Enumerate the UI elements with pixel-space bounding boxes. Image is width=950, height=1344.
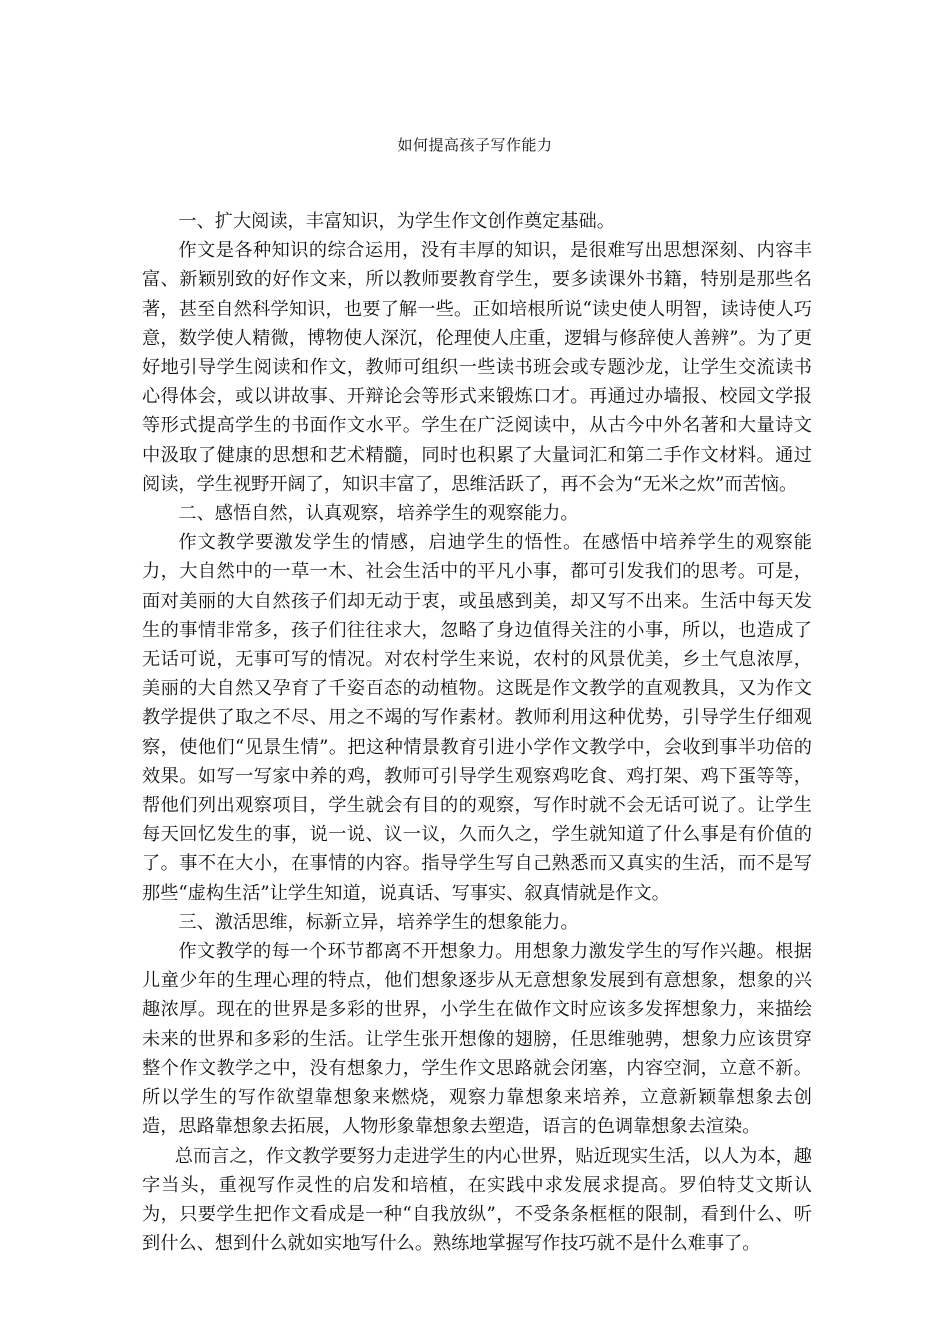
conclusion-paragraph: 总而言之，作文教学要努力走进学生的内心世界，贴近现实生活，以人为本，趣字当头，重视写作灵性的启发和培植，在实践中求发展求提高。罗伯特艾文斯认为，只要学生把作文看成是一种“自我放纵”，不受条条框框的限制，看到什么、听到什么、想到什么就如实地写什么。熟练地掌握写作技巧就不是什么难事了。 xyxy=(142,1145,812,1255)
section-heading-1: 一、扩大阅读，丰富知识，为学生作文创作奠定基础。 xyxy=(178,211,615,232)
section-heading-3: 三、激活思维，标新立异，培养学生的想象能力。 xyxy=(178,911,579,933)
paragraph-2: 作文教学要激发学生的情感，启迪学生的悟性。在感悟中培养学生的观察能力，大自然中的一草一木、社会生活中的平凡小事，都可引发我们的思考。可是，面对美丽的大自然孩子们却无动于衷，或虽感到美，却又写不出来。生活中每天发生的事情非常多，孩子们往往求大，忽略了身边值得关注的小事，所以，也造成了无话可说，无事可写的情况。对农村学生来说，农村的风景优美，乡土气息浓厚，美丽的大自然又孕育了千姿百态的动植物。这既是作文教学的直观教具，又为作文教学提供了取之不尽、用之不竭的写作素材。教师利用这种优势，引导学生仔细观察，使他们“见景生情”。把这种情景教育引进小学作文教学中，会收到事半功倍的效果。如写一写家中养的鸡，教师可引导学生观察鸡吃食、鸡打架、鸡下蛋等等，帮他们列出观察项目，学生就会有目的的观察，写作时就不会无话可说了。让学生每天回忆发生的事，说一说、议一议，久而久之，学生就知道了什么事是有价值的了。事不在大小，在事情的内容。指导学生写自己熟悉而又真实的生活，而不是写那些“虚构生活”让学生知道，说真话、写事实、叙真情就是作文。 xyxy=(142,532,812,904)
document-title: 如何提高孩子写作能力 xyxy=(397,136,553,154)
section-heading-2: 二、感悟自然，认真观察，培养学生的观察能力。 xyxy=(178,503,579,525)
paragraph-1: 作文是各种知识的综合运用，没有丰厚的知识，是很难写出思想深刻、内容丰富、新颖别致的好作文来，所以教师要教育学生，要多读课外书籍，特别是那些名著，甚至自然科学知识，也要了解一些。正如培根所说“读史使人明智，读诗使人巧意，数学使人精微，博物使人深沉，伦理使人庄重，逻辑与修辞使人善辨”。为了更好地引导学生阅读和作文，教师可组织一些读书班会或专题沙龙，让学生交流读书心得体会，或以讲故事、开辩论会等形式来锻炼口才。再通过办墙报、校园文学报等形式提高学生的书面作文水平。学生在广泛阅读中，从古今中外名著和大量诗文中汲取了健康的思想和艺术精髓，同时也积累了大量词汇和第二手作文材料。通过阅读，学生视野开阔了，知识丰富了，思维活跃了，再不会为“无米之炊”而苦恼。 xyxy=(142,240,812,495)
paragraph-3: 作文教学的每一个环节都离不开想象力。用想象力激发学生的写作兴趣。根据儿童少年的生理心理的特点，他们想象逐步从无意想象发展到有意想象，想象的兴趣浓厚。现在的世界是多彩的世界，小学生在做作文时应该多发挥想象力，来描绘未来的世界和多彩的生活。让学生张开想像的翅膀，任思维驰骋，想象力应该贯穿整个作文教学之中，没有想象力，学生作文思路就会闭塞，内容空洞，立意不新。所以学生的写作欲望靠想象来燃烧，观察力靠想象来培养，立意新颖靠想象去创造，思路靠想象去拓展，人物形象靠想象去塑造，语言的色调靠想象去渲染。 xyxy=(142,941,812,1138)
document-body xyxy=(142,207,812,1258)
